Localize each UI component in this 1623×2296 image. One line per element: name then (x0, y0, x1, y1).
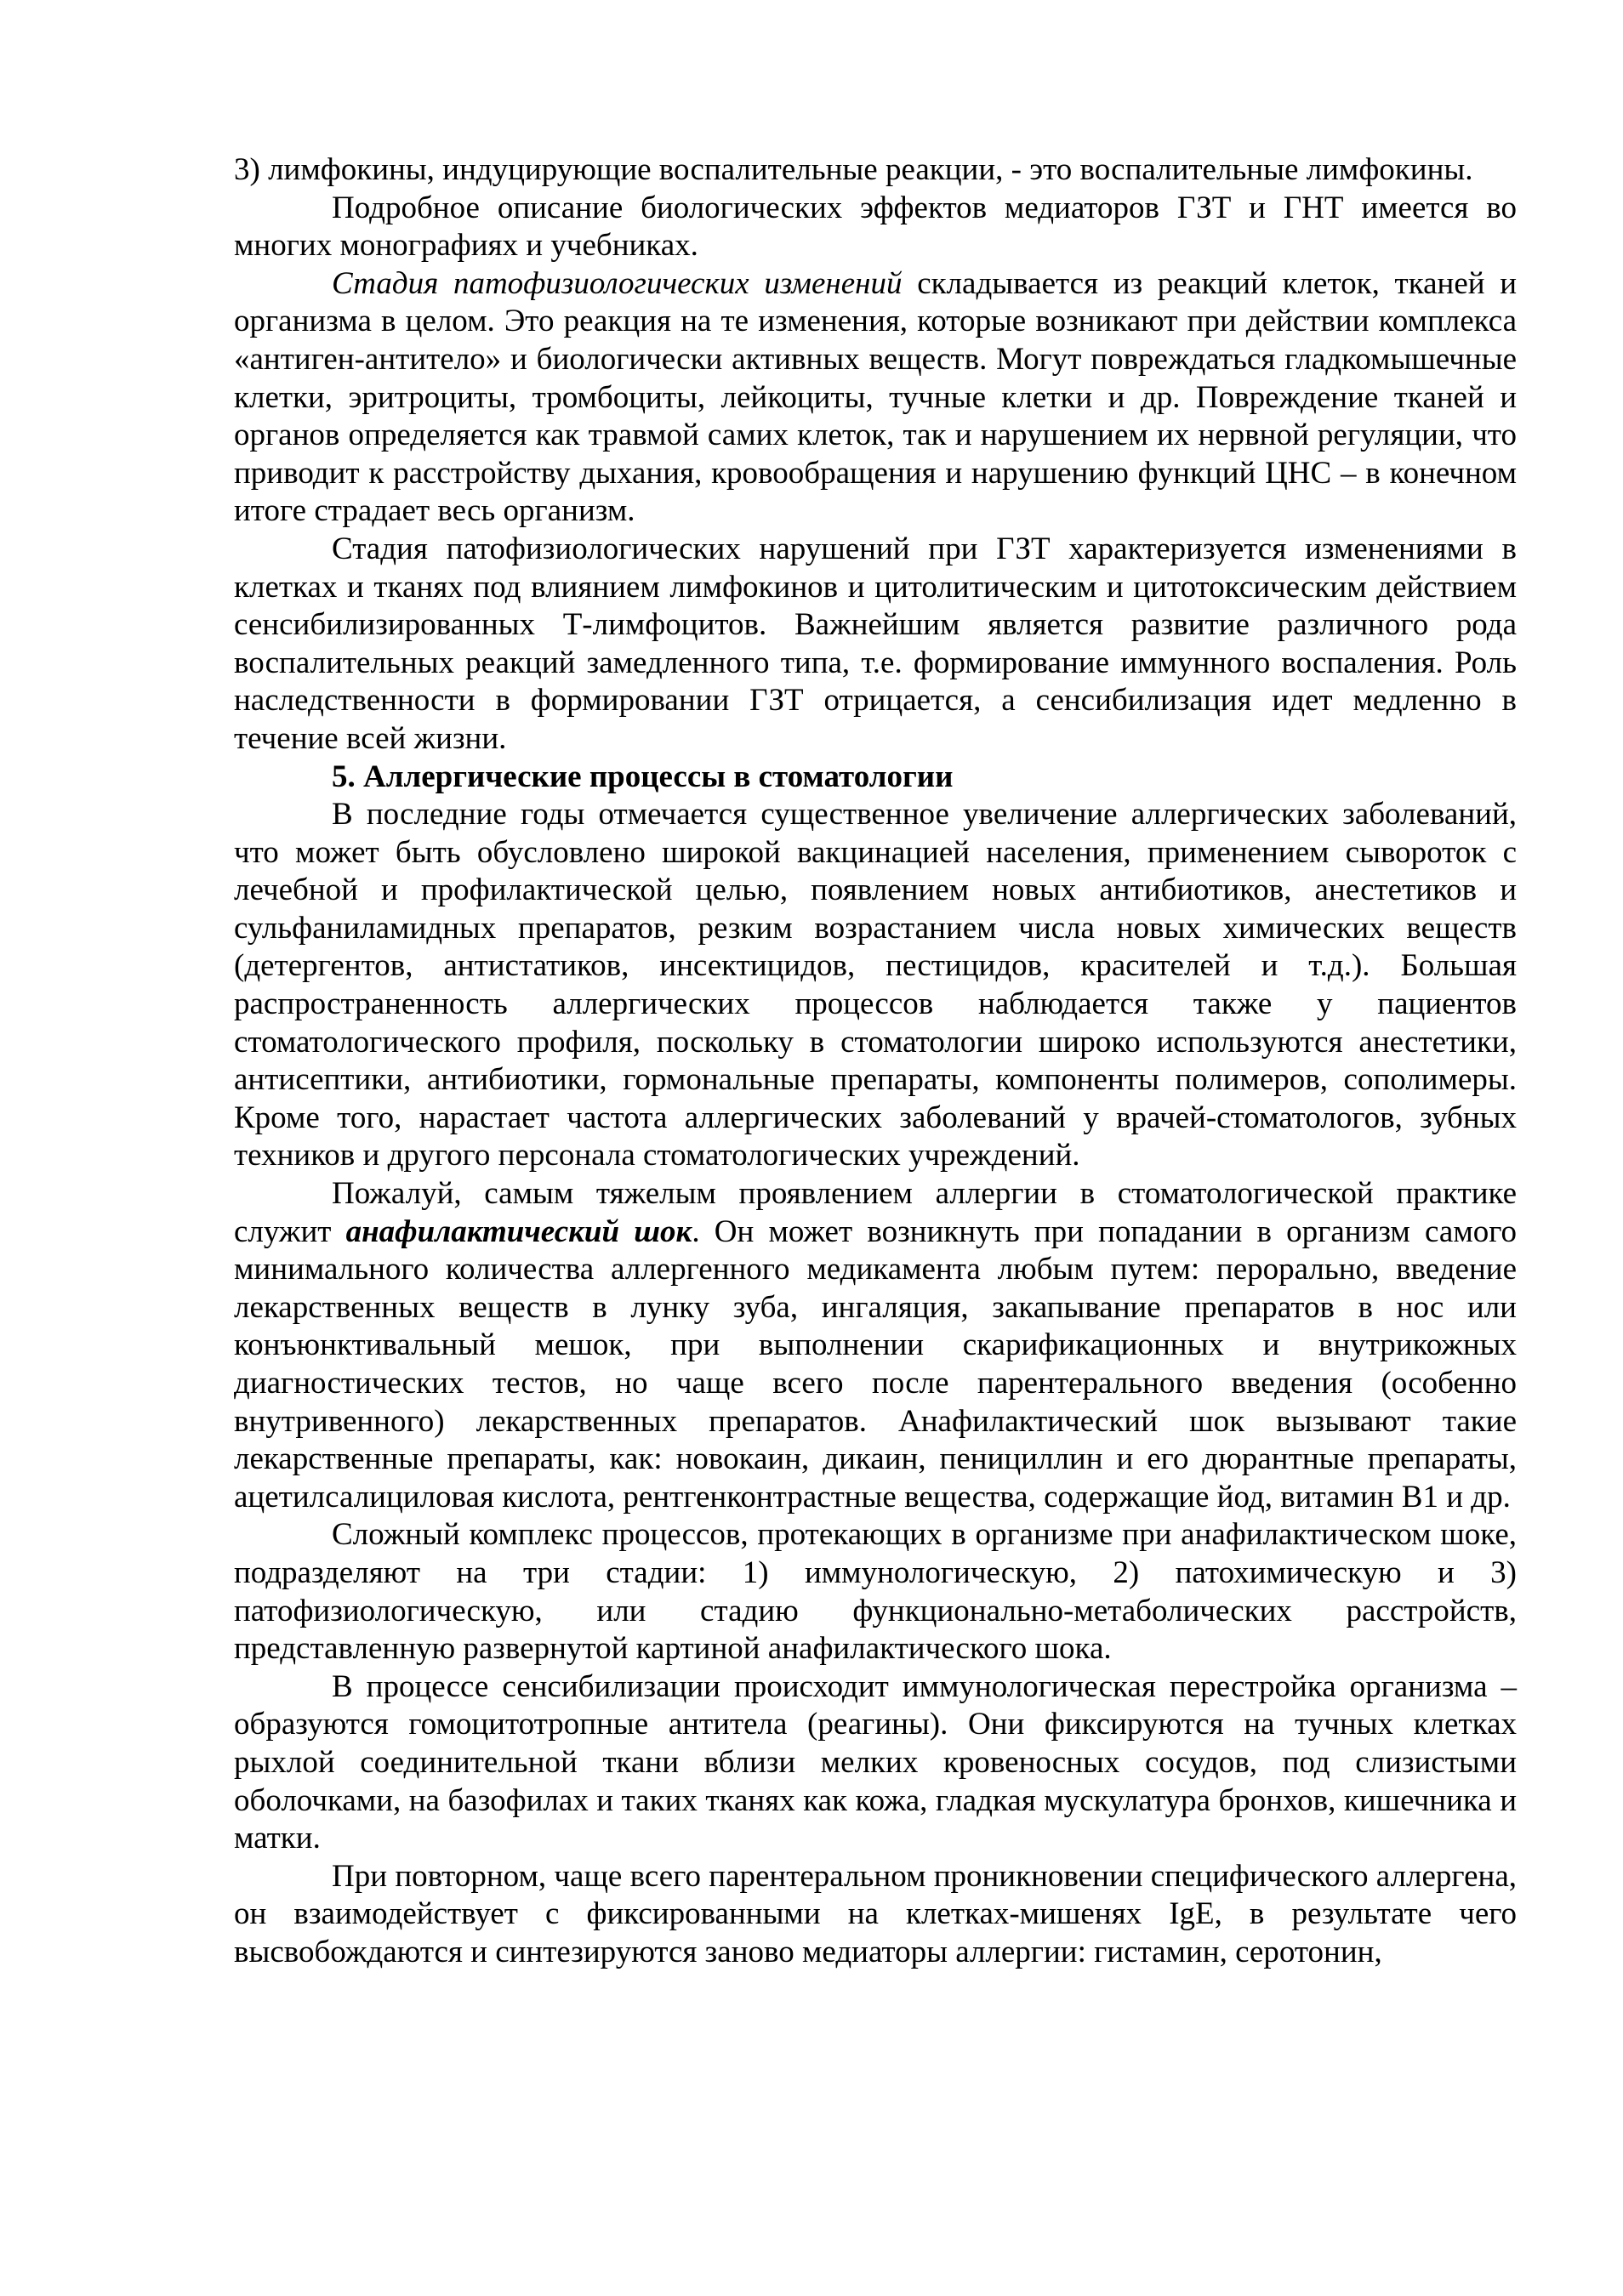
paragraph-lymphokines-item: 3) лимфокины, индуцирующие воспалительные реакции, - это воспалительные лимфокины. (234, 152, 1473, 187)
section-heading (234, 759, 1517, 797)
paragraph-anaphylactic-shock-intro: Пожалуй, самым тяжелым проявлением аллергии в стоматологической практике служит (234, 1176, 1517, 1249)
paragraph-shock-stages: Сложный комплекс процессов, протекающих в организме при анафилактическом шоке, подразделяют на три стадии: 1) иммунологическую, 2) патохимическую и 3) патофизиологическую, или стадию функционально-метаболических расстройств, представленную развернутой картиной анафилактического шока. (234, 1517, 1517, 1667)
paragraph-allergy-increase: В последние годы отмечается существенное увеличение аллергических заболеваний, что может быть обусловлено широкой вакцинацией населения, применением сывороток с лечебной и профилактической целью, появлением новых антибиотиков, анестетиков и сульфаниламидных препаратов, резким возрастанием числа новых химических веществ (детергентов, антистатиков, инсектицидов, пестицидов, красителей и т.д.). Большая распространенность аллергических процессов наблюдается также у пациентов стоматологического профиля, поскольку в стоматологии широко используются анестетики, антисептики, антибиотики, гормональные препараты, компоненты полимеров, сополимеры. Кроме того, нарастает частота аллергических заболеваний у врачей-стоматологов, зубных техников и другого персонала стоматологических учреждений. (234, 797, 1517, 1174)
paragraph-pathophysiological-changes-text: складывается из реакций клеток, тканей и организма в целом. Это реакция на те изменения, которые возникают при действии комплекса «антиген-антитело» и биологически активных веществ. Могут повреждаться гладкомышечные клетки, эритроциты, тромбоциты, лейкоциты, тучные клетки и др. Повреждение тканей и органов определяется как травмой самих клеток, так и нарушением их нервной регуляции, что приводит к расстройству дыхания, кровообращения и нарушению функций ЦНС – в конечном итоге страдает весь организм. (234, 265, 1518, 529)
section-heading-text: 5. Аллергические процессы в стоматологии (332, 759, 954, 794)
paragraph-pathophysiological-changes (234, 265, 1517, 531)
paragraph-anaphylactic-shock (234, 1175, 1517, 1516)
paragraph-mediators-description: Подробное описание биологических эффектов медиаторов ГЗТ и ГНТ имеется во многих монографиях и учебниках. (234, 190, 1517, 264)
term-anaphylactic-shock: анафилактический шок (345, 1213, 692, 1249)
paragraph-dth-disorders: Стадия патофизиологических нарушений при ГЗТ характеризуется изменениями в клетках и тканях под влиянием лимфокинов и цитолитическим и цитотоксическим действием сенсибилизированных Т-лимфоцитов. Важнейшим является развитие различного рода воспалительных реакций замедленного типа, т.е. формирование иммунного воспаления. Роль наследственности в формировании ГЗТ отрицается, а сенсибилизация идет медленно в течение всей жизни. (234, 531, 1517, 756)
paragraph-sensitization: В процессе сенсибилизации происходит иммунологическая перестройка организма – образуются гомоцитотропные антитела (реагины). Они фиксируются на тучных клетках рыхлой соединительной ткани вблизи мелких кровеносных сосудов, под слизистыми оболочками, на базофилах и таких тканях как кожа, гладкая мускулатура бронхов, кишечника и матки. (234, 1668, 1517, 1856)
term-pathophysiological-stage: Стадия патофизиологических изменений (332, 265, 903, 301)
document-body (234, 151, 1517, 1972)
paragraph-anaphylactic-shock-text: . Он может возникнуть при попадании в организм самого минимального количества аллергенного медикамента любым путем: перорально, введение лекарственных веществ в лунку зуба, ингаляция, закапывание препаратов в нос или конъюнктивальный мешок, при выполнении скарификационных и внутрикожных диагностических тестов, но чаще всего после парентерального введения (особенно внутривенного) лекарственных препаратов. Анафилактический шок вызывают такие лекарственные препараты, как: новокаин, дикаин, пенициллин и его дюрантные препараты, ацетилсалициловая кислота, рентгенконтрастные вещества, содержащие йод, витамин В1 и др. (234, 1213, 1518, 1515)
paragraph-repeated-exposure: При повторном, чаще всего парентеральном проникновении специфического аллергена, он взаимодействует с фиксированными на клетках-мишенях IgE, в результате чего высвобождаются и синтезируются заново медиаторы аллергии: гистамин, серотонин, (234, 1858, 1517, 1969)
